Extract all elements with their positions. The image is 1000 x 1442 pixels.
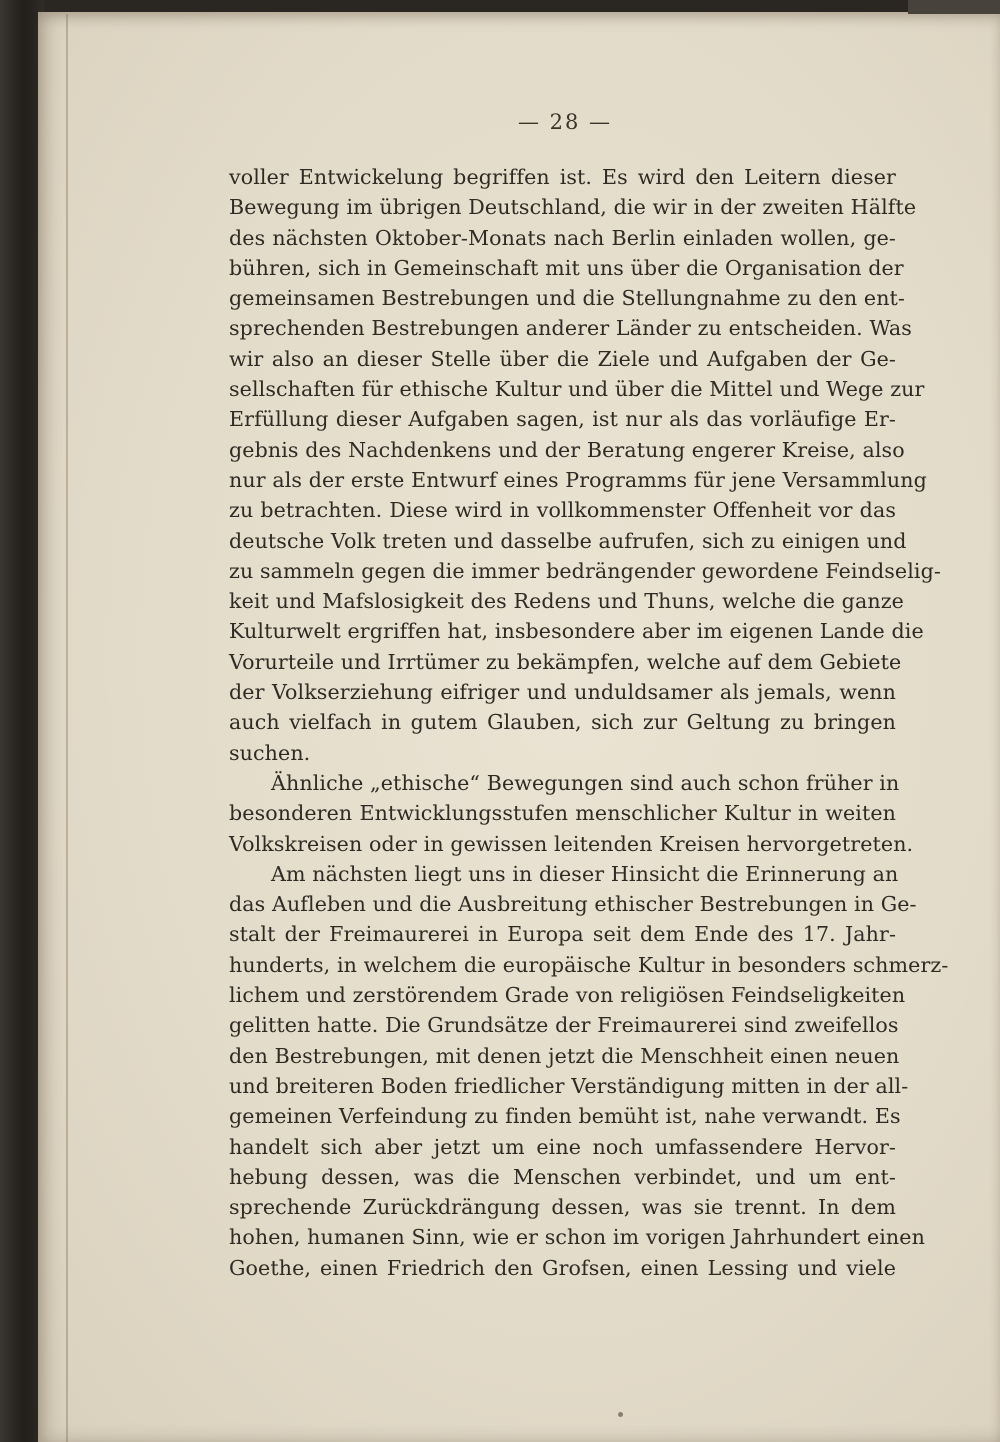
text-line: deutsche Volk treten und dasselbe aufrufen, sich zu einigen und — [229, 528, 907, 553]
text-line: sprechende Zurückdrängung dessen, was sie trennt. In dem — [229, 1195, 896, 1220]
text-line: sprechenden Bestrebungen anderer Länder zu entscheiden. Was — [229, 316, 912, 341]
text-line: des nächsten Oktober-Monats nach Berlin einladen wollen, ge- — [229, 225, 896, 250]
text-line: das Aufleben und die Ausbreitung ethischer Bestrebungen in Ge- — [229, 892, 917, 917]
text-line: besonderen Entwicklungsstufen menschlicher Kultur in weiten — [229, 801, 896, 826]
text-line: stalt der Freimaurerei in Europa seit dem Ende des 17. Jahr- — [229, 922, 896, 947]
text-line: den Bestrebungen, mit denen jetzt die Menschheit einen neuen — [229, 1043, 900, 1068]
text-line: gemeinsamen Bestrebungen und die Stellungnahme zu den ent- — [229, 286, 905, 311]
text-line: gebnis des Nachdenkens und der Beratung engerer Kreise, also — [229, 437, 905, 462]
text-line: nur als der erste Entwurf eines Programms für jene Versammlung — [229, 467, 927, 492]
text-line: auch vielfach in gutem Glauben, sich zur Geltung zu bringen — [229, 710, 896, 735]
text-line: gemeinen Verfeindung zu finden bemüht ist, nahe verwandt. Es — [229, 1104, 901, 1129]
text-line: hebung dessen, was die Menschen verbindet, und um ent- — [229, 1164, 896, 1189]
text-line: voller Entwickelung begriffen ist. Es wird den Leitern dieser — [229, 165, 896, 189]
text-line: zu sammeln gegen die immer bedrängender gewordene Feindselig- — [229, 558, 941, 583]
text-line: zu betrachten. Diese wird in vollkommenster Offenheit vor das — [229, 498, 896, 523]
text-line: gelitten hatte. Die Grundsätze der Freimaurerei sind zweifellos — [229, 1013, 899, 1038]
text-line: suchen. — [229, 740, 311, 765]
paragraph-3 — [229, 859, 949, 1283]
text-line: wir also an dieser Stelle über die Ziele und Aufgaben der Ge- — [229, 346, 896, 371]
text-line: Vorurteile und Irrtümer zu bekämpfen, welche auf dem Gebiete — [229, 649, 902, 674]
text-line: bühren, sich in Gemeinschaft mit uns über die Organisation der — [229, 255, 904, 280]
text-line: und breiteren Boden friedlicher Verständigung mitten in der all- — [229, 1073, 909, 1098]
text-line: Volkskreisen oder in gewissen leitenden Kreisen hervorgetreten. — [229, 831, 914, 856]
text-line: hunderts, in welchem die europäische Kultur in besonders schmerz- — [229, 952, 949, 977]
page-fold-line — [66, 14, 68, 1442]
paragraph-2 — [229, 768, 914, 859]
body-text — [229, 162, 949, 1283]
paragraph-1 — [229, 162, 941, 768]
text-line: sellschaften für ethische Kultur und über die Mittel und Wege zur — [229, 377, 925, 402]
text-line: lichem und zerstörendem Grade von religiösen Feindseligkeiten — [229, 983, 906, 1008]
text-line: Am nächsten liegt uns in dieser Hinsicht die Erinnerung an — [271, 861, 899, 886]
text-line: Ähnliche „ethische“ Bewegungen sind auch schon früher in — [271, 770, 900, 795]
page-number: — 28 — — [517, 110, 613, 134]
text-line: Goethe, einen Friedrich den Grofsen, einen Lessing und viele — [229, 1255, 896, 1280]
text-line: Kulturwelt ergriffen hat, insbesondere aber im eigenen Lande die — [229, 619, 924, 644]
text-line: der Volkserziehung eifriger und unduldsamer als jemals, wenn — [229, 680, 896, 705]
text-line: Erfüllung dieser Aufgaben sagen, ist nur als das vorläufige Er- — [229, 407, 896, 432]
text-line: hohen, humanen Sinn, wie er schon im vorigen Jahrhundert einen — [229, 1225, 925, 1250]
text-line: keit und Mafslosigkeit des Redens und Thuns, welche die ganze — [229, 589, 904, 614]
ink-speck — [618, 1412, 623, 1417]
text-line: handelt sich aber jetzt um eine noch umfassendere Hervor- — [229, 1134, 896, 1159]
page-corner-shadow — [908, 0, 1000, 14]
text-line: Bewegung im übrigen Deutschland, die wir in der zweiten Hälfte — [229, 195, 917, 220]
